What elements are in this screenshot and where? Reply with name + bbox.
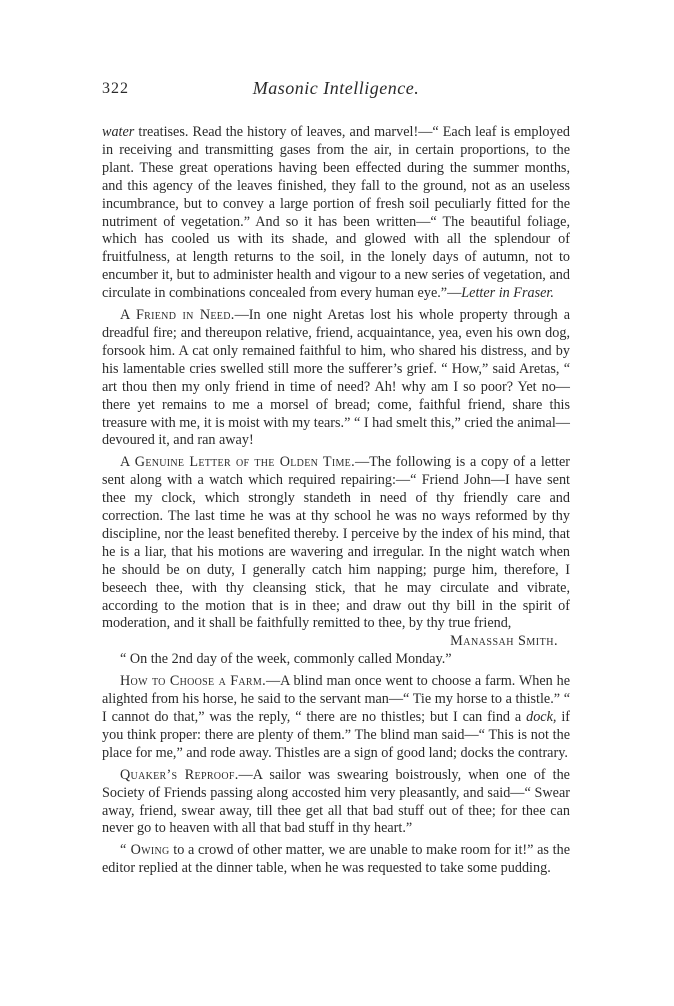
section-heading: Quaker’s Reproof. — [120, 766, 239, 783]
paragraph-text: —A sailor was swearing boistrously, when one of the Society of Friends passing along accosted him very pleasantly, and said—“ Swear away, friend, swear away, till thee get all that bad stuff out of thee; for thee can never go to heaven with all that bad stuff in thy heart.” — [102, 766, 570, 837]
paragraph-text-continued: if you think proper: there are plenty of them.” The blind man said—“ This is not the place for me,” and rode away. Thistles are a sign of good land; docks the contrary. — [102, 709, 570, 761]
paragraph-text: —The following is a copy of a letter sent along with a watch which required repairing:—“ Friend John—I have sent thee my clock, which strongly standeth in need of thy friendly care and correction. The last time he was at thy school he was no ways reformed by thy discipline, nor the least benefited thereby. I perceive by the index of his mind, that he is a liar, that his motions are wavering and irregular. In the night watch when he should be on duty, I generally catch him napping; purge him, therefore, I beseech thee, with thy cleansing stick, that he may circulate and vibrate, according to the motion that is in thee; and draw out thy bill in the spirit of moderation, and it shall be faithfully remitted to thee, by thy true friend, — [102, 454, 570, 632]
letter-postscript: “ On the 2nd day of the week, commonly called Monday.” — [120, 651, 452, 668]
italic-word: dock, — [526, 709, 557, 725]
paragraph-quakers-reproof — [102, 767, 570, 839]
page-header — [102, 76, 570, 106]
paragraph-text: to a crowd of other matter, we are unable to make room for it!” as the editor replied at the dinner table, when he was requested to take some pudding. — [102, 842, 570, 877]
page-number: 322 — [102, 80, 129, 97]
paragraph-text: —A blind man once went to choose a farm. When he alighted from his horse, he said to the servant man—“ Tie my horse to a thistle.” “ I cannot do that,” was the reply, “ there are no thistles; but I can find a — [102, 673, 570, 725]
paragraph-text: treatises. Read the history of leaves, and marvel!—“ Each leaf is employed in receiving and transmitting gases from the air, in certain proportions, to the plant. These great operations having been effected during the summer months, and this agency of the leaves finished, they fall to the ground, not as an useless incumbrance, but to convey a large portion of fresh soil peculiarly fitted for the nutriment of vegetation.” And so it has been written—“ The beautiful foliage, which has cooled us with its shade, and glowed with all the splendour of fruitfulness, at length returns to the soil, in the lonely days of autumn, not to encumber it, but to administer health and vigour to a new series of vegetation, and circulate in combinations concealed from every human eye.”— — [102, 124, 570, 302]
letter-signature: Manassah Smith. — [450, 633, 558, 650]
paragraph-owing — [102, 842, 570, 878]
paragraph-leaves — [102, 124, 570, 303]
article-body — [102, 124, 570, 878]
section-heading: A Friend in Need. — [120, 307, 235, 324]
section-heading: How to Choose a Farm. — [120, 673, 266, 690]
book-page — [102, 76, 570, 878]
section-heading: “ Owing — [120, 842, 170, 859]
paragraph-choose-farm — [102, 673, 570, 763]
source-attribution: Letter in Fraser. — [461, 285, 554, 302]
paragraph-friend-in-need — [102, 307, 570, 450]
section-heading: A Genuine Letter of the Olden Time. — [120, 454, 355, 471]
lead-italic-word: water — [102, 124, 135, 140]
paragraph-genuine-letter — [102, 454, 570, 633]
running-title: Masonic Intelligence. — [252, 78, 420, 98]
paragraph-text: —In one night Aretas lost his whole property through a dreadful fire; and thereupon relative, friend, acquaintance, yea, even his own dog, forsook him. A cat only remained faithful to him, who shared his distress, and by his lamentable cries swelled still more the sufferer’s grief. “ How,” said Aretas, “ art thou then my only friend in time of need? Ah! why am I so poor? Yet no—there yet remains to me a morsel of bread; come, faithful friend, share this treasure with me, it is moist with my tears.” “ I had smelt this,” cried the animal—devoured it, and ran away! — [102, 307, 570, 449]
